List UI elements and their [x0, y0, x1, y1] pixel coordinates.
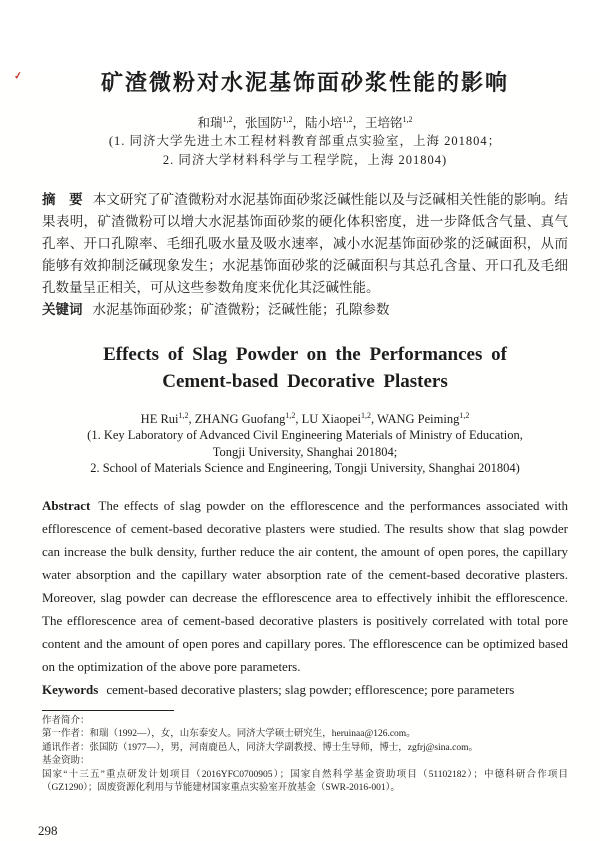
english-author: LU Xiaopei$^{1,2}$ [301, 411, 371, 427]
chinese-keywords-text: 水泥基饰面砂浆；矿渣微粉；泛碱性能；孔隙参数 [92, 302, 390, 318]
chinese-author: 王培铭$^{1,2}$ [365, 115, 413, 131]
chinese-author-line [42, 111, 568, 132]
english-title [42, 341, 568, 395]
author-affiliation-superscript: 1,2 [178, 411, 189, 421]
english-abstract [42, 494, 568, 678]
author-affiliation-superscript: 1,2 [285, 411, 296, 421]
english-abstract-label: Abstract [42, 497, 91, 513]
paper-page [0, 68, 600, 841]
chinese-affiliation-2: 2. 同济大学材料科学与工程学院，上海 201804) [162, 153, 448, 168]
english-affiliation-2: Tongji University, Shanghai 201804; [212, 444, 398, 459]
author-separator: ， [232, 116, 245, 131]
english-affiliation-3: 2. School of Materials Science and Engineering, Tongji University, Shanghai 201804) [90, 461, 520, 476]
english-abstract-block [42, 494, 568, 701]
english-abstract-text: The effects of slag powder on the efflorescence and the performances associated with efflorescence of cement-based decorative plasters were studied. The results show that slag powder can increase the bulk density, further reduce the air content, the amount of open pores, the capillary water absorption and the capillary water absorption rate of the cement-based decorative plasters. Moreover, slag powder can decrease the efflorescence area to effectively inhibit the efflorescence. The efflorescence area of cement-based decorative plasters is positively correlated with total pore content and the amount of open pores and capillary pores. The efflorescence can be optimized based on the optimization of the above pore parameters. [42, 497, 568, 674]
english-affiliation-1: (1. Key Laboratory of Advanced Civil Engineering Materials of Ministry of Education, [87, 428, 523, 443]
chinese-abstract-label: 摘 要 [42, 192, 83, 208]
first-author-bio: 第一作者：和瑞（1992—），女，山东泰安人。同济大学硕士研究生，heruinaa@126.com。 [42, 729, 416, 740]
english-author-line [42, 408, 568, 427]
author-bio-label: 作者简介： [42, 715, 90, 726]
author-affiliation-superscript: 1,2 [342, 115, 353, 124]
author-separator: , [371, 412, 378, 427]
author-affiliation-superscript: 1,2 [222, 115, 233, 124]
page-number: 298 [38, 823, 58, 838]
english-keywords [42, 678, 568, 701]
red-pen-mark-icon: ✓ [13, 70, 24, 83]
chinese-affiliation-1: (1. 同济大学先进土木工程材料教育部重点实验室，上海 201804； [108, 134, 502, 149]
author-separator: ， [292, 116, 305, 131]
chinese-keywords [42, 299, 568, 321]
chinese-abstract [42, 189, 568, 299]
chinese-title: 矿渣微粉对水泥基饰面砂浆性能的影响 [100, 70, 509, 95]
chinese-author: 和瑞$^{1,2}$ [197, 115, 233, 131]
english-author: WANG Peiming$^{1,2}$ [377, 411, 470, 427]
english-title-line2: Cement-based Decorative Plasters [162, 371, 448, 393]
funding-text: 国家“十三五”重点研发计划项目（2016YFC0700905）；国家自然科学基金资助项目（51102182）；中德科研合作项目（GZ1290）；固废资源化利用与节能建材国家重点实验室开放基金（SWR-2016-001）。 [42, 769, 568, 794]
english-keywords-text: cement-based decorative plasters; slag powder; efflorescence; pore parameters [106, 681, 515, 697]
author-affiliation-superscript: 1,2 [402, 115, 413, 124]
english-author: HE Rui$^{1,2}$ [140, 411, 189, 427]
author-separator: , [188, 412, 195, 427]
corresponding-author-bio: 通讯作者：张国防（1977—），男，河南鹿邑人，同济大学副教授、博士生导师，博士，zgfrj@sina.com。 [42, 742, 478, 753]
english-title-line1: Effects of Slag Powder on the Performances of [103, 344, 507, 366]
author-separator: ， [352, 116, 366, 131]
chinese-author: 陆小培$^{1,2}$ [305, 115, 353, 131]
footnote-separator-rule [42, 710, 174, 711]
footnotes-block [42, 715, 568, 796]
chinese-keywords-label: 关键词 [42, 302, 83, 318]
author-affiliation-superscript: 1,2 [361, 411, 371, 421]
chinese-abstract-text: 本文研究了矿渣微粉对水泥基饰面砂浆泛碱性能以及与泛碱相关性能的影响。结果表明，矿渣微粉可以增大水泥基饰面砂浆的硬化体积密度，进一步降低含气量、真气孔率、开口孔隙率、毛细孔吸水量及吸水速率，减小水泥基饰面砂浆的泛碱面积，从而能够有效抑制泛碱现象发生；水泥基饰面砂浆的泛碱面积与其总孔含量、开口孔及毛细孔数量呈正相关，可从这些参数角度来优化其泛碱性能。 [42, 192, 569, 296]
author-affiliation-superscript: 1,2 [282, 115, 293, 124]
author-separator: , [295, 412, 302, 427]
english-author: ZHANG Guofang$^{1,2}$ [194, 411, 296, 427]
funding-label: 基金资助： [42, 756, 90, 767]
chinese-author: 张国防$^{1,2}$ [244, 115, 293, 131]
author-affiliation-superscript: 1,2 [459, 411, 470, 421]
chinese-abstract-block [42, 189, 568, 321]
english-keywords-label: Keywords [42, 681, 99, 697]
